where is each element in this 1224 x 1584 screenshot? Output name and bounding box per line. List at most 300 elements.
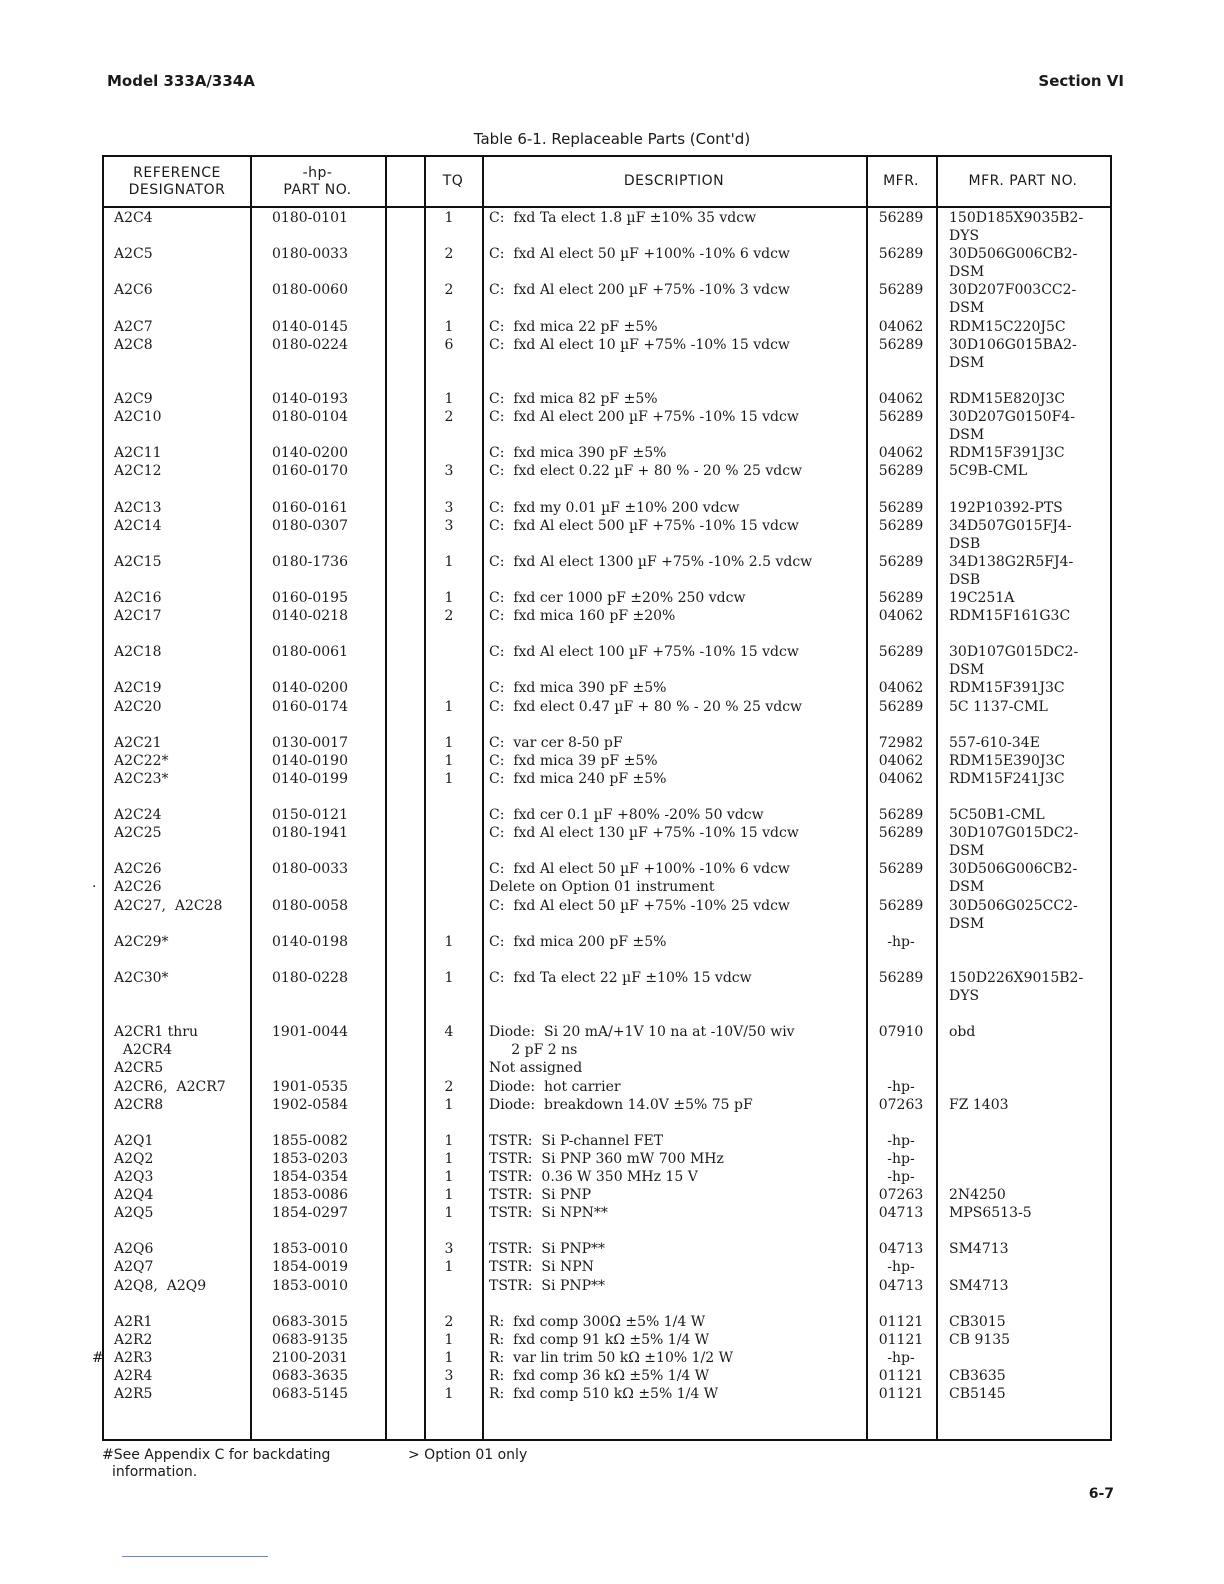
cell-part: 0180-0307	[272, 517, 348, 534]
table-row	[104, 1168, 1110, 1186]
cell-ref: A2Q2	[114, 1150, 154, 1167]
cell-mfr: 01121	[878, 1386, 924, 1403]
cell-mpn: 19C251A	[949, 589, 1015, 606]
cell-desc: R: fxd comp 510 kΩ ±5% 1/4 W	[489, 1386, 719, 1403]
cell-ref: A2C20	[114, 698, 162, 715]
table-row	[104, 1096, 1110, 1114]
table-row	[104, 897, 1110, 915]
cell-mpn: DSB	[949, 535, 981, 552]
cell-mfr: -hp-	[887, 933, 915, 950]
table-row	[104, 227, 1110, 245]
cell-mpn: RDM15E820J3C	[949, 390, 1066, 407]
cell-part: 1853-0010	[272, 1277, 348, 1294]
cell-part: 0140-0145	[272, 318, 348, 335]
header-mfr: MFR.	[883, 173, 919, 189]
cell-desc: C: fxd mica 390 pF ±5%	[489, 680, 667, 697]
table-row	[104, 716, 1110, 734]
table-row	[104, 734, 1110, 752]
cell-desc: C: fxd mica 22 pF ±5%	[489, 318, 658, 335]
cell-desc: C: fxd elect 0.47 µF + 80 % - 20 % 25 vdcw	[489, 698, 803, 715]
table-row	[104, 752, 1110, 770]
cell-tq: 1	[444, 1349, 454, 1366]
table-row	[104, 806, 1110, 824]
cell-part: 1854-0354	[272, 1168, 348, 1185]
cell-desc: C: fxd Al elect 50 µF +100% -10% 6 vdcw	[489, 861, 790, 878]
cell-mfr: 56289	[878, 897, 924, 914]
cell-part: 0160-0195	[272, 589, 348, 606]
cell-desc: TSTR: Si NPN**	[489, 1205, 608, 1222]
cell-mpn: RDM15F241J3C	[949, 770, 1065, 787]
cell-ref: A2C15	[114, 553, 162, 570]
cell-tq: 1	[444, 390, 454, 407]
cell-mpn: CB5145	[949, 1386, 1006, 1403]
cell-desc: R: fxd comp 91 kΩ ±5% 1/4 W	[489, 1331, 710, 1348]
cell-part: 0180-0101	[272, 210, 348, 226]
cell-part: 0683-3015	[272, 1313, 348, 1330]
cell-ref: A2C27, A2C28	[114, 897, 223, 914]
header-tq: TQ	[442, 173, 464, 189]
footnote-appendix: #See Appendix C for backdating information.	[102, 1447, 331, 1480]
cell-part: 0180-0033	[272, 246, 348, 263]
cell-desc: TSTR: 0.36 W 350 MHz 15 V	[489, 1168, 698, 1185]
cell-ref: A2CR4	[114, 1042, 173, 1059]
header-hp-part-no: -hp- PART NO.	[283, 164, 352, 198]
cell-mfr: 04062	[878, 608, 924, 625]
table-row	[104, 679, 1110, 697]
cell-desc: C: var cer 8-50 pF	[489, 734, 623, 751]
cell-mpn: CB 9135	[949, 1331, 1011, 1348]
cell-tq: 2	[444, 608, 454, 625]
cell-mfr: 07263	[878, 1096, 924, 1113]
cell-ref: A2Q1	[114, 1132, 154, 1149]
table-row	[104, 1240, 1110, 1258]
cell-ref: A2C19	[114, 680, 162, 697]
cell-mpn: SM4713	[949, 1277, 1009, 1294]
table-row	[104, 299, 1110, 317]
header-divider	[104, 206, 1110, 208]
cell-mpn: 30D506G025CC2-	[949, 897, 1078, 914]
table-row	[104, 535, 1110, 553]
table-row	[104, 1114, 1110, 1132]
cell-desc: C: fxd Al elect 200 µF +75% -10% 3 vdcw	[489, 282, 790, 299]
cell-ref: A2CR1 thru	[114, 1024, 198, 1041]
table-row	[104, 480, 1110, 498]
header-description: DESCRIPTION	[623, 173, 725, 189]
cell-mfr: -hp-	[887, 1150, 915, 1167]
table-row	[104, 1258, 1110, 1276]
cell-desc: C: fxd Al elect 200 µF +75% -10% 15 vdcw	[489, 409, 799, 426]
cell-ref: A2Q3	[114, 1168, 154, 1185]
page-number: 6-7	[1088, 1486, 1114, 1502]
table-row	[104, 1367, 1110, 1385]
table-row	[104, 1295, 1110, 1313]
cell-mfr: 07910	[878, 1024, 924, 1041]
cell-part: 0160-0170	[272, 463, 348, 480]
cell-tq: 3	[444, 463, 454, 480]
cell-part: 0180-0033	[272, 861, 348, 878]
cell-mpn: DSM	[949, 662, 985, 679]
cell-tq: 1	[444, 1096, 454, 1113]
table-row	[104, 698, 1110, 716]
cell-tq: 1	[444, 1150, 454, 1167]
cell-mpn: 192P10392-PTS	[949, 499, 1063, 516]
cell-mfr: -hp-	[887, 1349, 915, 1366]
cell-mfr: 01121	[878, 1368, 924, 1384]
cell-mfr: 56289	[878, 698, 924, 715]
cell-mfr: 01121	[878, 1313, 924, 1330]
table-row	[104, 318, 1110, 336]
cell-mpn: 5C9B-CML	[949, 463, 1028, 480]
cell-ref: A2Q8, A2Q9	[114, 1277, 207, 1294]
cell-mfr: 56289	[878, 463, 924, 480]
cell-part: 1853-0203	[272, 1150, 348, 1167]
cell-mpn: 5C 1137-CML	[949, 698, 1048, 715]
cell-ref: A2C25	[114, 825, 162, 842]
cell-part: 0180-0058	[272, 897, 348, 914]
header-mfr-part-no: MFR. PART NO.	[968, 173, 1078, 189]
cell-mfr: 01121	[878, 1331, 924, 1348]
cell-tq: 1	[444, 553, 454, 570]
table-row	[104, 499, 1110, 517]
cell-mpn: 150D226X9015B2-	[949, 969, 1084, 986]
table-row	[104, 933, 1110, 951]
table-row	[104, 354, 1110, 372]
cell-desc: C: fxd my 0.01 µF ±10% 200 vdcw	[489, 499, 740, 516]
cell-mfr: 56289	[878, 807, 924, 824]
cell-ref: A2C22*	[114, 752, 169, 769]
table-row	[104, 1186, 1110, 1204]
decorative-rule	[122, 1556, 268, 1557]
table-row	[104, 969, 1110, 987]
cell-part: 1901-0535	[272, 1078, 348, 1095]
cell-ref: A2C7	[114, 318, 153, 335]
cell-mfr: 56289	[878, 336, 924, 353]
cell-desc: C: fxd Al elect 10 µF +75% -10% 15 vdcw	[489, 336, 790, 353]
cell-mfr: -hp-	[887, 1132, 915, 1149]
cell-desc: Diode: Si 20 mA/+1V 10 na at -10V/50 wiv	[489, 1024, 795, 1041]
cell-mpn: DSM	[949, 843, 985, 860]
cell-desc: C: fxd Ta elect 1.8 µF ±10% 35 vdcw	[489, 210, 757, 226]
cell-tq: 1	[444, 589, 454, 606]
table-row	[104, 408, 1110, 426]
footnote-option: > Option 01 only	[408, 1447, 528, 1463]
header-reference-designator: REFERENCE DESIGNATOR	[128, 164, 226, 198]
table-row	[104, 1385, 1110, 1403]
cell-tq: 1	[444, 770, 454, 787]
cell-desc: C: fxd Al elect 500 µF +75% -10% 15 vdcw	[489, 517, 799, 534]
cell-mpn: 30D107G015DC2-	[949, 825, 1079, 842]
cell-desc: 2 pF 2 ns	[489, 1042, 578, 1059]
table-row	[104, 1005, 1110, 1023]
cell-part: 0160-0161	[272, 499, 348, 516]
table-row	[104, 1059, 1110, 1077]
cell-mpn: obd	[949, 1024, 976, 1041]
table-row	[104, 444, 1110, 462]
cell-mfr: 04062	[878, 770, 924, 787]
cell-ref: A2R3	[114, 1349, 153, 1366]
cell-mpn: DYS	[949, 988, 980, 1005]
table-row	[92, 878, 1110, 896]
cell-part: 0140-0190	[272, 752, 348, 769]
cell-mfr: 04062	[878, 752, 924, 769]
cell-mpn: MPS6513-5	[949, 1205, 1032, 1222]
cell-mfr: 56289	[878, 517, 924, 534]
cell-mpn: RDM15C220J5C	[949, 318, 1066, 335]
cell-part: 0180-1941	[272, 825, 348, 842]
cell-mpn: DSB	[949, 571, 981, 588]
table-row	[104, 1150, 1110, 1168]
cell-part: 0160-0174	[272, 698, 348, 715]
cell-mpn: 150D185X9035B2-	[949, 210, 1084, 226]
cell-ref: A2C16	[114, 589, 162, 606]
cell-tq: 1	[444, 210, 454, 226]
table-row	[104, 607, 1110, 625]
cell-tq: 2	[444, 1313, 454, 1330]
cell-part: 0140-0200	[272, 445, 348, 462]
cell-mfr: 56289	[878, 825, 924, 842]
cell-tq: 1	[444, 318, 454, 335]
table-row	[104, 571, 1110, 589]
cell-tq: 1	[444, 969, 454, 986]
cell-part: 0180-0224	[272, 336, 348, 353]
cell-mpn: 557-610-34E	[949, 734, 1040, 751]
cell-mfr: 04713	[878, 1205, 924, 1222]
cell-part: 1853-0086	[272, 1187, 348, 1204]
cell-tq: 1	[444, 1205, 454, 1222]
table-row	[104, 788, 1110, 806]
cell-ref: A2Q7	[114, 1259, 154, 1276]
cell-part: 0140-0193	[272, 390, 348, 407]
cell-desc: Delete on Option 01 instrument	[489, 879, 715, 896]
cell-desc: TSTR: Si NPN	[489, 1259, 594, 1276]
cell-mfr: 04062	[878, 390, 924, 407]
cell-mfr: 56289	[878, 409, 924, 426]
cell-ref: A2C26	[114, 861, 162, 878]
cell-tq: 2	[444, 246, 454, 263]
cell-mfr: 04062	[878, 445, 924, 462]
cell-tq: 2	[444, 409, 454, 426]
cell-ref: A2R5	[114, 1386, 153, 1403]
cell-mfr: 04062	[878, 680, 924, 697]
table-row	[104, 553, 1110, 571]
table-row	[104, 770, 1110, 788]
cell-ref: A2Q4	[114, 1187, 154, 1204]
cell-mpn: DSM	[949, 300, 985, 317]
cell-mpn: RDM15F391J3C	[949, 680, 1065, 697]
cell-desc: C: fxd Al elect 1300 µF +75% -10% 2.5 vdcw	[489, 553, 813, 570]
cell-mpn: DYS	[949, 228, 980, 245]
cell-mfr: 04062	[878, 318, 924, 335]
parts-table	[92, 155, 1112, 1441]
cell-tq: 1	[444, 752, 454, 769]
cell-part: 0683-5145	[272, 1386, 348, 1403]
cell-part: 0180-0061	[272, 644, 348, 661]
cell-mpn: DSM	[949, 915, 985, 932]
cell-part: 0140-0200	[272, 680, 348, 697]
cell-part: 0140-0198	[272, 933, 348, 950]
cell-desc: C: fxd mica 240 pF ±5%	[489, 770, 667, 787]
cell-mfr: -hp-	[887, 1168, 915, 1185]
table-row	[104, 625, 1110, 643]
cell-mpn: DSM	[949, 354, 985, 371]
cell-ref: A2C21	[114, 734, 162, 751]
cell-ref: A2C13	[114, 499, 162, 516]
table-row	[104, 1222, 1110, 1240]
cell-tq: 3	[444, 1368, 454, 1384]
cell-ref: A2CR6, A2CR7	[114, 1078, 226, 1095]
cell-desc: TSTR: Si PNP**	[489, 1241, 606, 1258]
cell-part: 1854-0019	[272, 1259, 348, 1276]
cell-mfr: -hp-	[887, 1078, 915, 1095]
cell-tq: 1	[444, 734, 454, 751]
cell-ref: A2C4	[114, 210, 153, 226]
cell-part: 1855-0082	[272, 1132, 348, 1149]
cell-ref: A2C14	[114, 517, 162, 534]
cell-part: 0683-3635	[272, 1368, 348, 1384]
table-row	[104, 1023, 1110, 1041]
cell-mfr: 72982	[878, 734, 924, 751]
cell-ref: A2C6	[114, 282, 153, 299]
cell-ref: A2CR8	[114, 1096, 164, 1113]
cell-desc: R: fxd comp 36 kΩ ±5% 1/4 W	[489, 1368, 710, 1384]
cell-mfr: 56289	[878, 246, 924, 263]
cell-ref: A2C5	[114, 246, 153, 263]
cell-mfr: 56289	[878, 499, 924, 516]
table-row	[104, 860, 1110, 878]
cell-mpn: SM4713	[949, 1241, 1009, 1258]
cell-ref: A2C30*	[114, 969, 169, 986]
table-row	[104, 336, 1110, 354]
cell-mpn: 30D506G006CB2-	[949, 861, 1078, 878]
cell-part: 0140-0199	[272, 770, 348, 787]
cell-mpn: DSM	[949, 264, 985, 281]
cell-desc: TSTR: Si P-channel FET	[489, 1132, 664, 1149]
cell-ref: A2C23*	[114, 770, 169, 787]
cell-mfr: 07263	[878, 1187, 924, 1204]
table-row	[104, 517, 1110, 535]
cell-part: 0150-0121	[272, 807, 348, 824]
cell-mfr: 56289	[878, 282, 924, 299]
cell-mfr: 04713	[878, 1277, 924, 1294]
cell-mpn: 34D507G015FJ4-	[949, 517, 1072, 534]
cell-part: 0683-9135	[272, 1331, 348, 1348]
cell-mfr: 56289	[878, 210, 924, 226]
cell-tq: 1	[444, 1259, 454, 1276]
cell-part: 0180-0104	[272, 409, 348, 426]
cell-tq: 2	[444, 1078, 454, 1095]
cell-mpn: 30D207G0150F4-	[949, 409, 1075, 426]
cell-ref: A2C29*	[114, 933, 169, 950]
cell-ref: A2CR5	[114, 1060, 164, 1077]
cell-mpn: 5C50B1-CML	[949, 807, 1045, 824]
cell-tq: 3	[444, 499, 454, 516]
table-row	[104, 372, 1110, 390]
cell-tq: 1	[444, 698, 454, 715]
cell-desc: TSTR: Si PNP	[489, 1187, 592, 1204]
cell-mfr: -hp-	[887, 1259, 915, 1276]
cell-mpn: CB3635	[949, 1368, 1006, 1384]
table-row	[104, 209, 1110, 227]
cell-ref: A2C10	[114, 409, 162, 426]
cell-desc: C: fxd mica 39 pF ±5%	[489, 752, 658, 769]
table-caption: Table 6-1. Replaceable Parts (Cont'd)	[473, 130, 751, 148]
cell-mark: ·	[92, 879, 97, 896]
cell-ref: A2C17	[114, 608, 162, 625]
cell-ref: A2C12	[114, 463, 162, 480]
cell-ref: A2Q5	[114, 1205, 154, 1222]
cell-ref: A2R1	[114, 1313, 153, 1330]
cell-part: 0180-0060	[272, 282, 348, 299]
table-row	[104, 842, 1110, 860]
cell-mpn: CB3015	[949, 1313, 1006, 1330]
cell-mpn: RDM15F161G3C	[949, 608, 1071, 625]
cell-tq: 6	[444, 336, 454, 353]
cell-ref: A2C9	[114, 390, 153, 407]
cell-desc: C: fxd mica 390 pF ±5%	[489, 445, 667, 462]
cell-ref: A2R4	[114, 1368, 153, 1384]
table-row	[104, 951, 1110, 969]
table-row	[104, 281, 1110, 299]
cell-mfr: 04713	[878, 1241, 924, 1258]
cell-tq: 3	[444, 1241, 454, 1258]
cell-tq: 4	[444, 1024, 454, 1041]
table-row	[104, 1041, 1110, 1059]
cell-desc: C: fxd cer 1000 pF ±20% 250 vdcw	[489, 589, 746, 606]
cell-part: 0180-1736	[272, 553, 348, 570]
cell-desc: C: fxd mica 82 pF ±5%	[489, 390, 658, 407]
table-row	[104, 1204, 1110, 1222]
cell-ref: A2C11	[114, 445, 162, 462]
cell-ref: A2C26	[114, 879, 162, 896]
cell-part: 0140-0218	[272, 608, 348, 625]
table-row	[104, 462, 1110, 480]
cell-desc: C: fxd mica 160 pF ±20%	[489, 608, 676, 625]
section-header: Section VI	[1038, 72, 1124, 90]
cell-mfr: 56289	[878, 589, 924, 606]
cell-mpn: FZ 1403	[949, 1096, 1009, 1113]
cell-mpn: RDM15E390J3C	[949, 752, 1066, 769]
cell-part: 0130-0017	[272, 734, 348, 751]
cell-mpn: DSM	[949, 879, 985, 896]
cell-ref: A2Q6	[114, 1241, 154, 1258]
table-row	[104, 987, 1110, 1005]
cell-desc: C: fxd Al elect 100 µF +75% -10% 15 vdcw	[489, 644, 799, 661]
cell-desc: C: fxd elect 0.22 µF + 80 % - 20 % 25 vdcw	[489, 463, 803, 480]
cell-tq: 1	[444, 933, 454, 950]
cell-part: 2100-2031	[272, 1349, 348, 1366]
cell-mark: #	[92, 1349, 104, 1366]
cell-tq: 1	[444, 1331, 454, 1348]
cell-desc: TSTR: Si PNP 360 mW 700 MHz	[489, 1150, 724, 1167]
cell-mpn: 30D506G006CB2-	[949, 246, 1078, 263]
cell-mpn: 30D207F003CC2-	[949, 282, 1077, 299]
cell-mfr: 56289	[878, 553, 924, 570]
cell-part: 1853-0010	[272, 1241, 348, 1258]
cell-desc: TSTR: Si PNP**	[489, 1277, 606, 1294]
model-header: Model 333A/334A	[107, 72, 255, 90]
cell-ref: A2C8	[114, 336, 153, 353]
cell-desc: Diode: hot carrier	[489, 1078, 621, 1095]
cell-desc: Not assigned	[489, 1060, 583, 1077]
table-row	[104, 1313, 1110, 1331]
cell-mfr: 56289	[878, 969, 924, 986]
cell-mfr: 56289	[878, 861, 924, 878]
table-row	[104, 915, 1110, 933]
cell-mpn: RDM15F391J3C	[949, 445, 1065, 462]
cell-mpn: 30D107G015DC2-	[949, 644, 1079, 661]
table-row	[104, 1078, 1110, 1096]
cell-desc: C: fxd Al elect 50 µF +75% -10% 25 vdcw	[489, 897, 790, 914]
